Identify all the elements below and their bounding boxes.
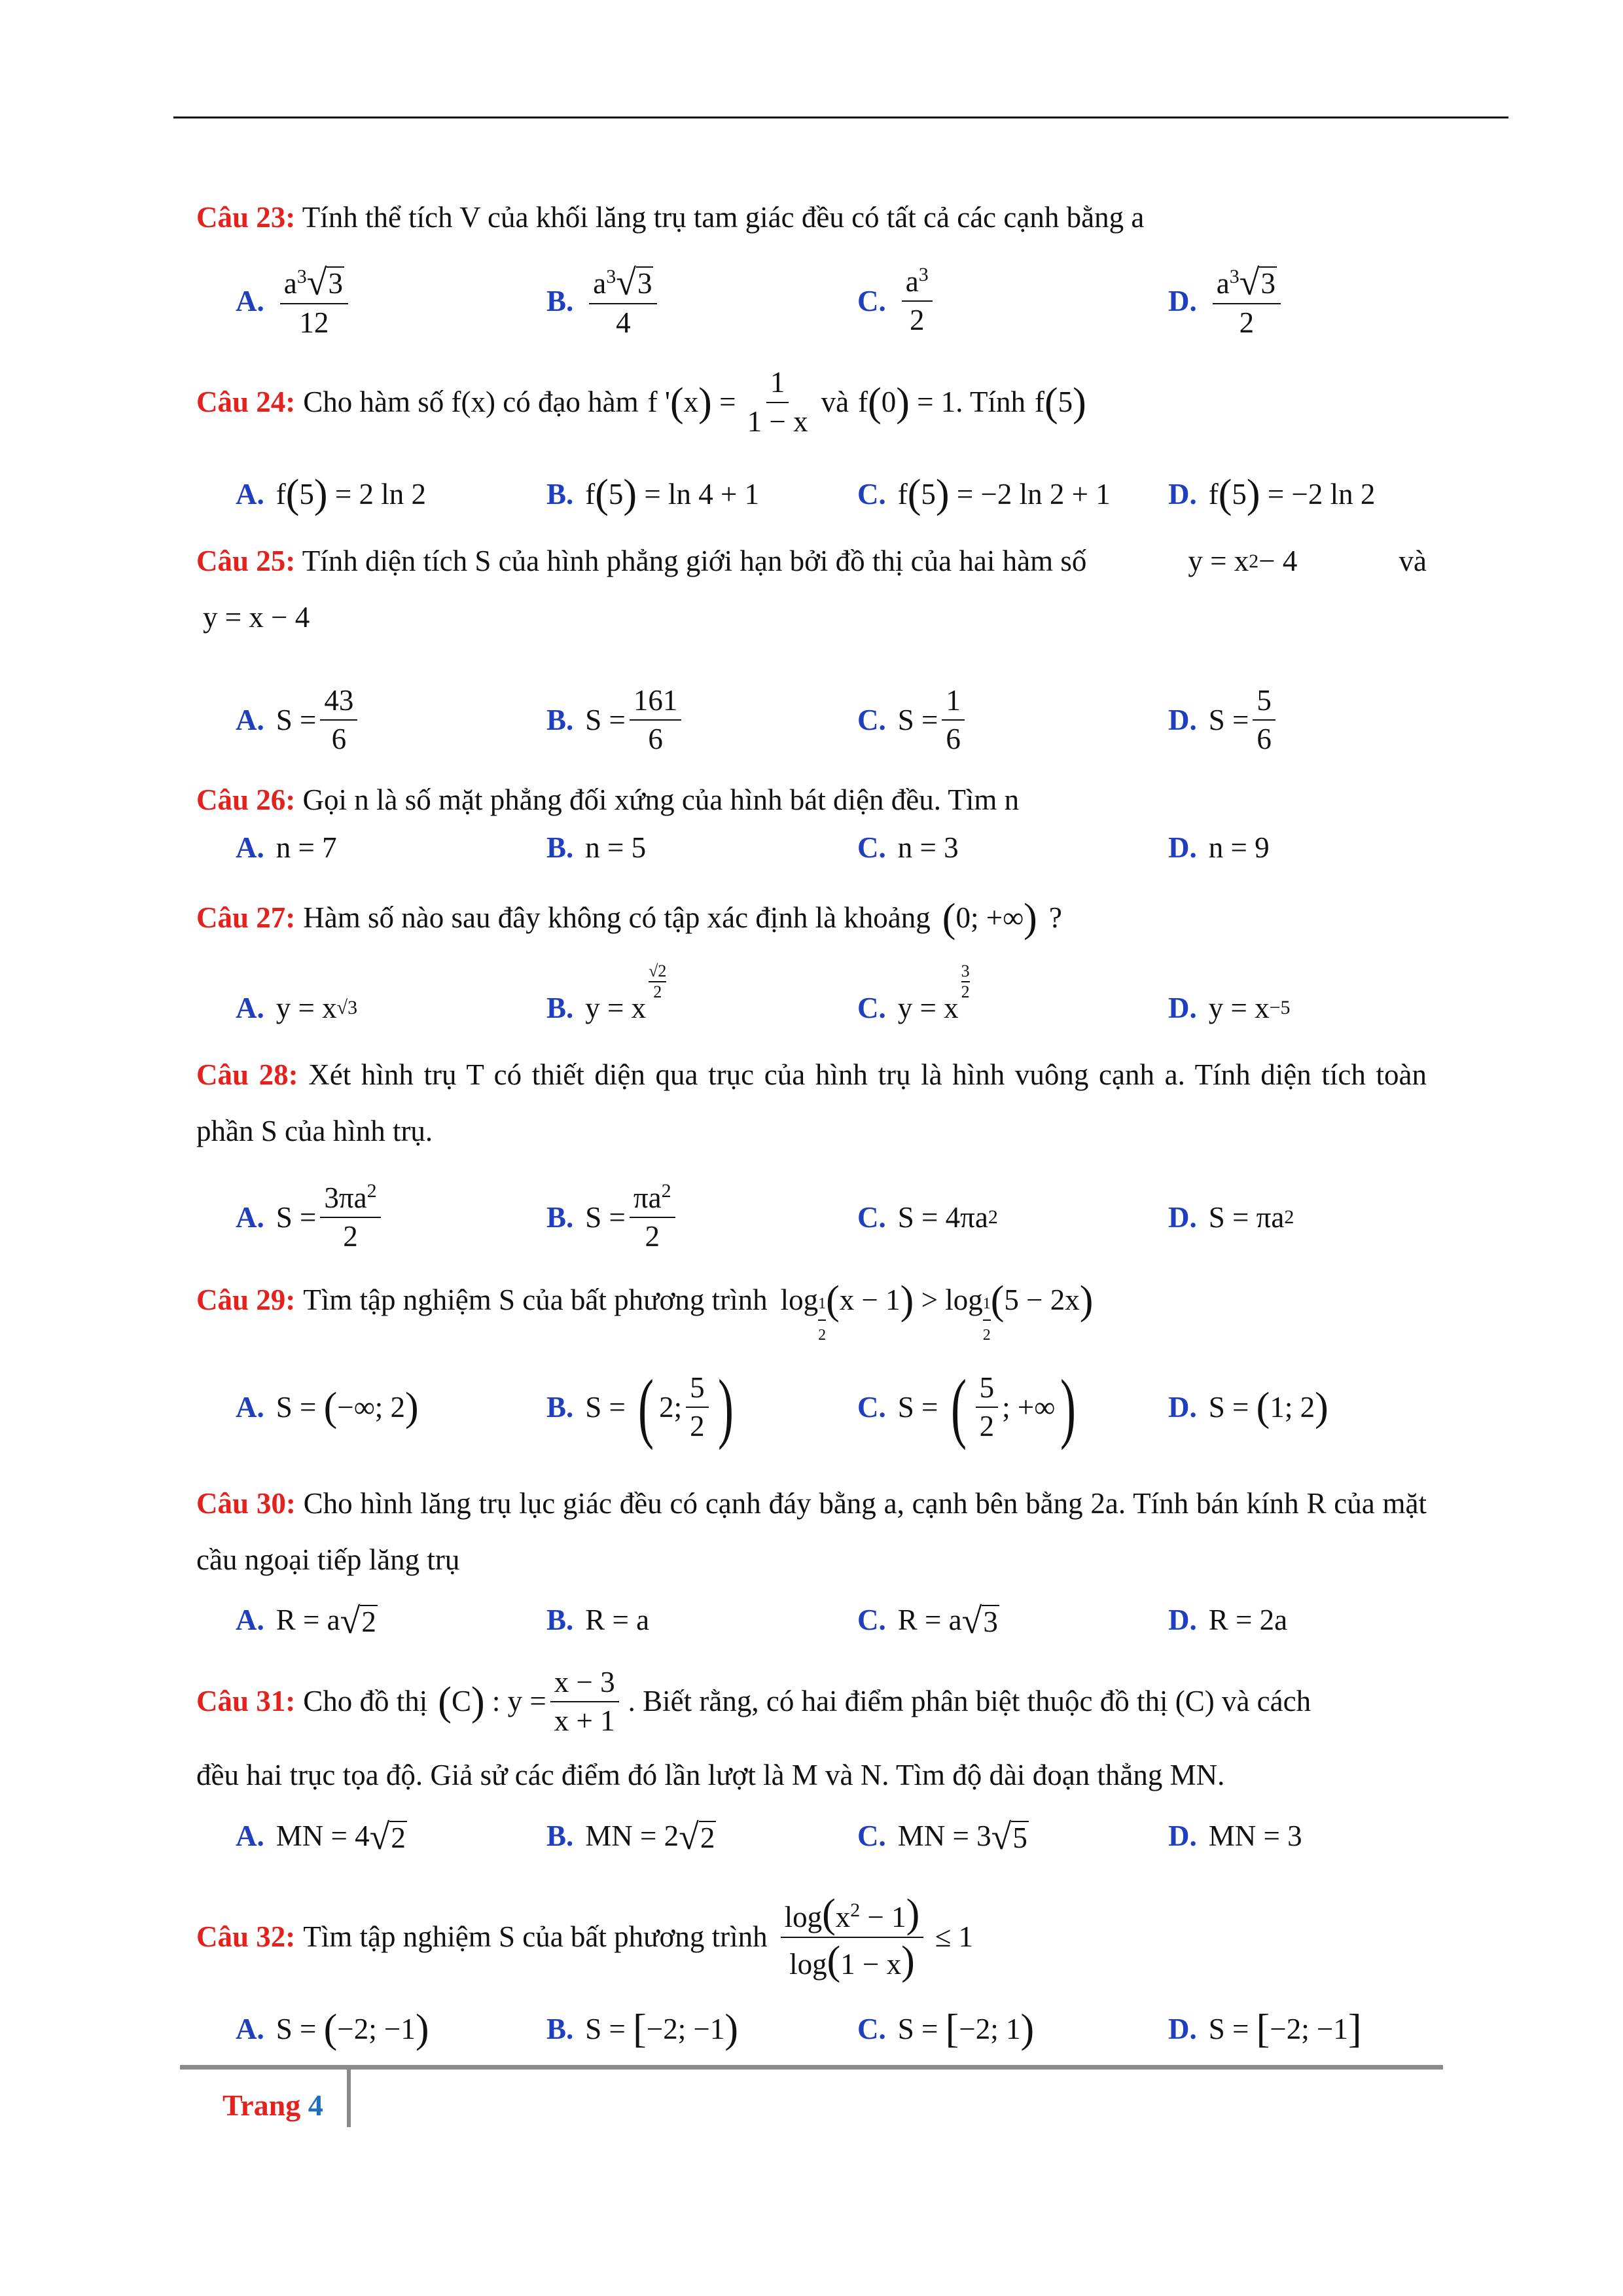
question-25 <box>196 533 1427 645</box>
option-value: S = $\frac{3\pi a^2}{2}$ <box>276 1182 385 1253</box>
options-25 <box>236 674 1479 766</box>
option-value: y = x √3 <box>276 992 358 1024</box>
question-text: Hàm số nào sau đây không có tập xác định là khoảng <box>303 901 931 934</box>
question-text: . Tính <box>955 385 1026 418</box>
formula: f ' ( x ) = $\frac{1}{1 - x}$ <box>647 366 808 438</box>
question-text: Xét hình trụ T có thiết diện qua trục của hình trụ là hình vuông cạnh a. Tính diện tích toàn phần S của hình trụ. <box>196 1058 1427 1147</box>
options-30 <box>236 1584 1479 1656</box>
option-value: n = 3 <box>897 831 959 864</box>
option-label: B. <box>546 704 574 736</box>
option-a[interactable] <box>236 1172 385 1263</box>
option-label: B. <box>546 831 574 864</box>
options-28 <box>236 1172 1479 1263</box>
option-d[interactable] <box>1168 1584 1287 1656</box>
question-text: . Biết rằng, có hai điểm phân biệt thuộc đồ thị (C) và cách <box>628 1685 1311 1718</box>
option-a[interactable] <box>236 674 361 766</box>
option-value: f ( 5 ) = −2 ln 2 + 1 <box>897 472 1111 516</box>
option-value: S = [ −2; −1 ) <box>585 2007 738 2051</box>
formula: $\frac{\log(x^2 - 1)}{\log(1 - x)}$ ≤ 1 <box>777 1893 973 1981</box>
formula: log 1 2 ( x − 1 ) > log 1 2 ( 5 − 2x ) <box>780 1278 1094 1344</box>
option-label: B. <box>546 992 574 1024</box>
question-24 <box>196 367 1427 438</box>
option-label: A. <box>236 992 264 1024</box>
option-value: f ( 5 ) = ln 4 + 1 <box>585 472 760 516</box>
option-label: D. <box>1168 285 1197 317</box>
option-b[interactable] <box>546 448 759 540</box>
question-text: ? <box>1048 901 1062 934</box>
formula: f ( 0 ) = 1 <box>858 380 956 425</box>
question-text: Tìm tập nghiệm S của bất phương trình <box>303 1920 768 1954</box>
options-32 <box>236 1993 1479 2065</box>
options-24 <box>236 448 1479 540</box>
option-value: S = [ −2; −1 ] <box>1208 2007 1362 2051</box>
question-text: Tìm tập nghiệm S của bất phương trình <box>303 1283 768 1316</box>
option-label: D. <box>1168 992 1197 1024</box>
option-label: C. <box>857 1201 886 1234</box>
option-b[interactable] <box>546 255 661 347</box>
question-text: Cho đồ thị <box>303 1685 428 1718</box>
option-value: S = $\frac{161}{6}$ <box>585 685 685 756</box>
option-value: MN = 2 √ 2 <box>585 1817 715 1857</box>
option-d[interactable] <box>1168 674 1279 766</box>
option-value: $a^3$ √ 3 4 <box>585 263 661 339</box>
options-26 <box>236 812 1479 884</box>
option-label: C. <box>857 478 886 511</box>
question-number: Câu 32: <box>196 1920 296 1954</box>
formula: f ( 5 ) <box>1034 380 1086 425</box>
options-31 <box>236 1800 1479 1872</box>
option-label: C. <box>857 1604 886 1636</box>
footer-rule <box>180 2065 1443 2070</box>
option-label: A. <box>236 285 264 317</box>
option-label: D. <box>1168 1604 1197 1636</box>
option-a[interactable] <box>236 448 426 540</box>
option-d[interactable] <box>1168 1361 1329 1453</box>
option-a[interactable] <box>236 812 337 884</box>
option-label: A. <box>236 1604 264 1636</box>
option-b[interactable] <box>546 1800 716 1872</box>
question-31 <box>196 1662 1427 1804</box>
question-number: Câu 23: <box>196 201 296 234</box>
option-d[interactable] <box>1168 1993 1361 2065</box>
question-number: Câu 27: <box>196 901 296 934</box>
option-c[interactable] <box>857 962 970 1054</box>
question-text: và <box>1399 545 1427 577</box>
option-label: C. <box>857 285 886 317</box>
question-number: Câu 30: <box>196 1487 296 1520</box>
option-label: A. <box>236 2013 264 2045</box>
question-29 <box>196 1270 1427 1344</box>
option-value: S = ( 1; 2 ) <box>1208 1385 1329 1429</box>
option-value: S = $\frac{1}{6}$ <box>898 685 969 756</box>
option-label: C. <box>857 831 886 864</box>
option-b[interactable] <box>546 962 666 1054</box>
option-label: A. <box>236 478 264 511</box>
option-b[interactable] <box>546 1993 738 2065</box>
option-label: D. <box>1168 478 1197 511</box>
option-d[interactable] <box>1168 812 1270 884</box>
option-value: R = a √ 3 <box>897 1601 998 1641</box>
options-27 <box>236 962 1479 1054</box>
options-29 <box>236 1361 1479 1453</box>
option-value: S = $\frac{43}{6}$ <box>276 685 362 756</box>
option-label: D. <box>1168 1391 1197 1424</box>
option-label: A. <box>236 1820 264 1852</box>
formula: y = x − 4 <box>203 600 310 634</box>
option-label: B. <box>546 285 574 317</box>
option-value: S = ( $\frac{5}{2}$ ; +∞ ) <box>897 1363 1077 1450</box>
option-value: S = ( −2; −1 ) <box>276 2007 429 2051</box>
option-value: MN = 3 √ 5 <box>897 1817 1027 1857</box>
option-label: B. <box>546 2013 574 2045</box>
question-number: Câu 25: <box>196 545 296 577</box>
option-d[interactable] <box>1168 1172 1294 1263</box>
option-d[interactable] <box>1168 962 1291 1054</box>
question-text: Cho hàm số f(x) có đạo hàm <box>303 385 639 418</box>
option-value: $a^3$ √ 3 12 <box>276 263 352 339</box>
option-value: n = 9 <box>1208 831 1270 864</box>
option-value: S = ( 2; $\frac{5}{2}$ ) <box>585 1363 734 1450</box>
option-a[interactable] <box>236 962 357 1054</box>
question-30 <box>196 1476 1427 1588</box>
option-label: C. <box>857 992 886 1024</box>
option-value: y = x 3 2 <box>897 961 970 1024</box>
formula: y = x 2 − 4 <box>1188 545 1298 577</box>
option-value: $\frac{a^3}{2}$ <box>898 266 936 337</box>
option-value: S = ( −∞; 2 ) <box>276 1385 419 1429</box>
option-label: D. <box>1168 704 1197 736</box>
option-c[interactable] <box>857 448 1111 540</box>
question-text: Cho hình lăng trụ lục giác đều có cạnh đáy bằng a, cạnh bên bằng 2a. Tính bán kính R của mặt cầu ngoại tiếp lăng trụ <box>196 1487 1427 1576</box>
option-value: R = 2a <box>1208 1604 1288 1636</box>
question-text: Tính diện tích S của hình phẳng giới hạn bởi đồ thị của hai hàm số <box>302 545 1087 577</box>
option-c[interactable] <box>857 1361 1081 1453</box>
option-label: A. <box>236 704 264 736</box>
option-value: R = a <box>585 1604 650 1636</box>
option-a[interactable] <box>236 1361 419 1453</box>
question-text: Tính thể tích V của khối lăng trụ tam giác đều có tất cả các cạnh bằng a <box>302 201 1145 234</box>
option-value: S = πa 2 <box>1208 1201 1294 1234</box>
option-value: y = x −5 <box>1208 992 1291 1024</box>
option-label: C. <box>857 704 886 736</box>
option-value: R = a √ 2 <box>276 1601 376 1641</box>
option-c[interactable] <box>857 1584 999 1656</box>
question-28 <box>196 1047 1427 1159</box>
formula: ( 0; +∞ ) <box>942 895 1037 941</box>
option-value: f ( 5 ) = 2 ln 2 <box>276 472 426 516</box>
option-label: D. <box>1168 2013 1197 2045</box>
footer-divider <box>347 2068 351 2127</box>
option-c[interactable] <box>857 1172 998 1263</box>
option-label: B. <box>546 1604 574 1636</box>
question-text: đều hai trục tọa độ. Giả sử các điểm đó lần lượt là M và N. Tìm độ dài đoạn thẳng MN. <box>196 1759 1225 1791</box>
option-c[interactable] <box>857 255 936 347</box>
question-number: Câu 28: <box>196 1058 298 1091</box>
option-value: S = [ −2; 1 ) <box>897 2007 1035 2051</box>
question-number: Câu 31: <box>196 1685 296 1718</box>
option-c[interactable] <box>857 1800 1029 1872</box>
page-number: 4 <box>308 2089 323 2122</box>
option-value: S = $\frac{5}{6}$ <box>1209 685 1279 756</box>
footer-word: Trang <box>223 2089 301 2122</box>
option-b[interactable] <box>546 1584 649 1656</box>
question-text: và <box>821 385 849 418</box>
option-label: B. <box>546 478 574 511</box>
option-a[interactable] <box>236 1993 429 2065</box>
option-value: $a^3$ √ 3 2 <box>1209 263 1285 339</box>
question-27 <box>196 890 1427 946</box>
page-footer <box>223 2088 323 2123</box>
option-label: D. <box>1168 1201 1197 1234</box>
option-a[interactable] <box>236 1584 378 1656</box>
option-label: C. <box>857 1391 886 1424</box>
option-value: y = x √2 2 <box>585 961 667 1024</box>
option-label: A. <box>236 1391 264 1424</box>
option-b[interactable] <box>546 1172 679 1263</box>
header-rule <box>173 117 1508 118</box>
option-label: B. <box>546 1820 574 1852</box>
option-value: S = $\frac{\pi a^2}{2}$ <box>585 1182 679 1253</box>
question-23 <box>196 190 1427 246</box>
option-d[interactable] <box>1168 448 1375 540</box>
question-number: Câu 26: <box>196 783 296 816</box>
option-label: A. <box>236 831 264 864</box>
option-a[interactable] <box>236 1800 407 1872</box>
question-number: Câu 24: <box>196 385 296 418</box>
option-b[interactable] <box>546 812 646 884</box>
option-value: MN = 3 <box>1208 1820 1302 1852</box>
option-label: D. <box>1168 1820 1197 1852</box>
option-value: MN = 4 √ 2 <box>276 1817 406 1857</box>
option-value: n = 5 <box>585 831 647 864</box>
option-a[interactable] <box>236 255 352 347</box>
option-b[interactable] <box>546 1361 739 1453</box>
option-value: f ( 5 ) = −2 ln 2 <box>1208 472 1376 516</box>
question-32 <box>196 1885 1427 1990</box>
option-c[interactable] <box>857 674 969 766</box>
options-23 <box>236 255 1479 347</box>
option-c[interactable] <box>857 812 959 884</box>
option-value: S = 4πa 2 <box>897 1201 998 1234</box>
option-value: n = 7 <box>276 831 337 864</box>
option-b[interactable] <box>546 674 685 766</box>
question-text: Gọi n là số mặt phẳng đối xứng của hình bát diện đều. Tìm n <box>302 783 1020 816</box>
formula: ( C ) : y = $\frac{x - 3}{x + 1}$ <box>438 1666 622 1738</box>
option-label: A. <box>236 1201 264 1234</box>
option-label: B. <box>546 1201 574 1234</box>
option-label: D. <box>1168 831 1197 864</box>
option-label: C. <box>857 1820 886 1852</box>
option-c[interactable] <box>857 1993 1034 2065</box>
option-d[interactable] <box>1168 255 1285 347</box>
option-label: B. <box>546 1391 574 1424</box>
option-d[interactable] <box>1168 1800 1302 1872</box>
question-number: Câu 29: <box>196 1283 296 1316</box>
option-label: C. <box>857 2013 886 2045</box>
